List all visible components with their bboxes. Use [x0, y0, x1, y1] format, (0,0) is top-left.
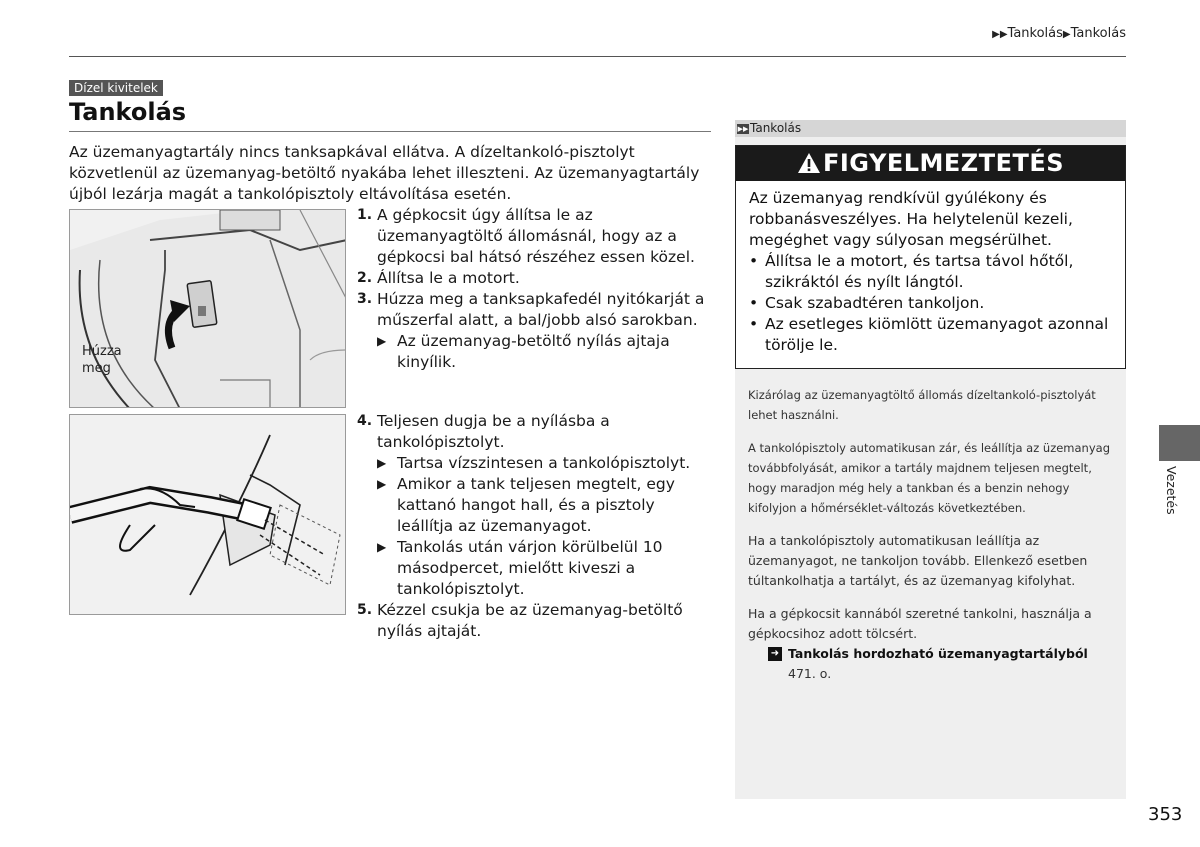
arrow-right-icon: ▶ [377, 456, 387, 470]
steps-list-part1 [357, 205, 715, 373]
step-substep: ▶ Az üzemanyag-betöltő nyílás ajtaja kinyílik. [377, 332, 670, 371]
arrow-right-icon: ▶ [377, 334, 387, 348]
warning-header: FIGYELMEZTETÉS [736, 146, 1125, 181]
step-substep: ▶ Amikor a tank teljesen megtelt, egy kattanó hangot hall, és a pisztoly leállítja az üzemanyagot. [377, 475, 675, 535]
breadcrumb-parent[interactable]: Tankolás [1007, 26, 1063, 41]
arrow-right-icon: ▶ [377, 540, 387, 554]
step-text: Teljesen dugja be a nyílásba a tankolópisztolyt. [377, 412, 610, 451]
breadcrumb-current[interactable]: Tankolás [1070, 26, 1126, 41]
note-paragraph: Kizárólag az üzemanyagtöltő állomás dízeltankoló-pisztolyát lehet használni. [748, 388, 1096, 422]
warning-bullet: • Állítsa le a motort, és tartsa távol hőtől, szikráktól és nyílt lángtól. [749, 252, 1074, 291]
step-number: 1. [357, 207, 373, 223]
chapter-tab-marker [1159, 425, 1200, 461]
page-title: Tankolás [69, 98, 187, 126]
note-paragraph: Ha a tankolópisztoly automatikusan leállítja az üzemanyagot, ne tankoljon tovább. Ellenkező esetben túltankolhatja a tartályt, és az üzemanyag kifolyhat. [748, 533, 1088, 588]
step-number: 5. [357, 602, 373, 618]
fuel-nozzle-illustration [69, 414, 346, 615]
sidebar-header: ▶▶ Tankolás [735, 120, 1126, 137]
breadcrumb [992, 26, 1126, 41]
page-number: 353 [1148, 804, 1183, 825]
step-item [357, 205, 715, 268]
step-item [357, 289, 715, 331]
warning-triangle-icon [797, 152, 821, 174]
note-paragraph: Ha a gépkocsit kannából szeretné tankolni, használja a gépkocsihoz adott tölcsért. [748, 606, 1092, 641]
breadcrumb-arrow-icon: ▶▶ [992, 29, 1008, 40]
step-number: 3. [357, 291, 373, 307]
step-item [357, 268, 715, 289]
note-paragraph: A tankolópisztoly automatikusan zár, és leállítja az üzemanyag továbbfolyását, amikor a tartály majdnem teljesen megtelt, hogy maradjon még hely a tankban és a benzin nehogy kifolyjon a hőmérséklet-változás következtében. [748, 441, 1111, 515]
step-text: Húzza meg a tanksapkafedél nyitókarját a műszerfal alatt, a bal/jobb alsó sarokban. [377, 290, 705, 329]
warning-box [735, 145, 1126, 369]
note-marker-icon: ▶▶ [737, 124, 749, 133]
cross-reference-link[interactable]: ➜ Tankolás hordozható üzemanyagtartályból [748, 644, 1114, 664]
arrow-right-icon: ▶ [377, 477, 387, 491]
warning-body: Az üzemanyag rendkívül gyúlékony és robbanásveszélyes. Ha helytelenül kezeli, megéghet vagy súlyosan megsérülhet. • Állítsa le a motort, és tartsa távol hőtől, szikráktól és nyílt lángtól. • Csak szabadtéren tankoljon. • Az esetleges kiömlött üzemanyagot azonnal törölje le. [736, 181, 1125, 356]
sidebar-notes-text [748, 385, 1114, 684]
step-text: Kézzel csukja be az üzemanyag-betöltő nyílás ajtaját. [377, 601, 683, 640]
warning-bullet: • Csak szabadtéren tankoljon. [749, 294, 985, 312]
title-divider [69, 131, 711, 132]
step-item [357, 600, 715, 642]
header-divider [69, 56, 1126, 57]
step-text: A gépkocsit úgy állítsa le az üzemanyagtöltő állomásnál, hogy az a gépkocsi bal hátsó részéhez essen közel. [377, 206, 695, 266]
step-item [357, 411, 715, 453]
breadcrumb-arrow-icon: ▶ [1062, 29, 1071, 40]
warning-bullet: • Az esetleges kiömlött üzemanyagot azonnal törölje le. [749, 315, 1109, 354]
chapter-tab-label: Vezetés [1164, 466, 1179, 515]
step-text: Állítsa le a motort. [377, 269, 520, 287]
reference-arrow-icon: ➜ [768, 647, 782, 661]
pull-label: Húzza meg [82, 344, 122, 376]
steps-list-part2 [357, 411, 715, 642]
step-substep: ▶ Tartsa vízszintesen a tankolópisztolyt. [377, 454, 691, 472]
reference-page: 471. o. [788, 666, 832, 681]
intro-paragraph: Az üzemanyagtartály nincs tanksapkával ellátva. A dízeltankoló-pisztolyt közvetlenül az üzemanyag-betöltő nyakába lehet illeszteni. Az üzemanyagtartály újból lezárja magát a tankolópisztoly eltávolítása esetén. [69, 143, 700, 203]
step-substep: ▶ Tankolás után várjon körülbelül 10 másodpercet, mielőtt kiveszi a tankolópisztolyt. [377, 538, 663, 598]
variant-tag: Dízel kivitelek [69, 80, 163, 96]
step-number: 4. [357, 413, 373, 429]
step-number: 2. [357, 270, 373, 286]
sidebar-notes [735, 120, 1126, 799]
fuel-door-lever-illustration [69, 209, 346, 408]
